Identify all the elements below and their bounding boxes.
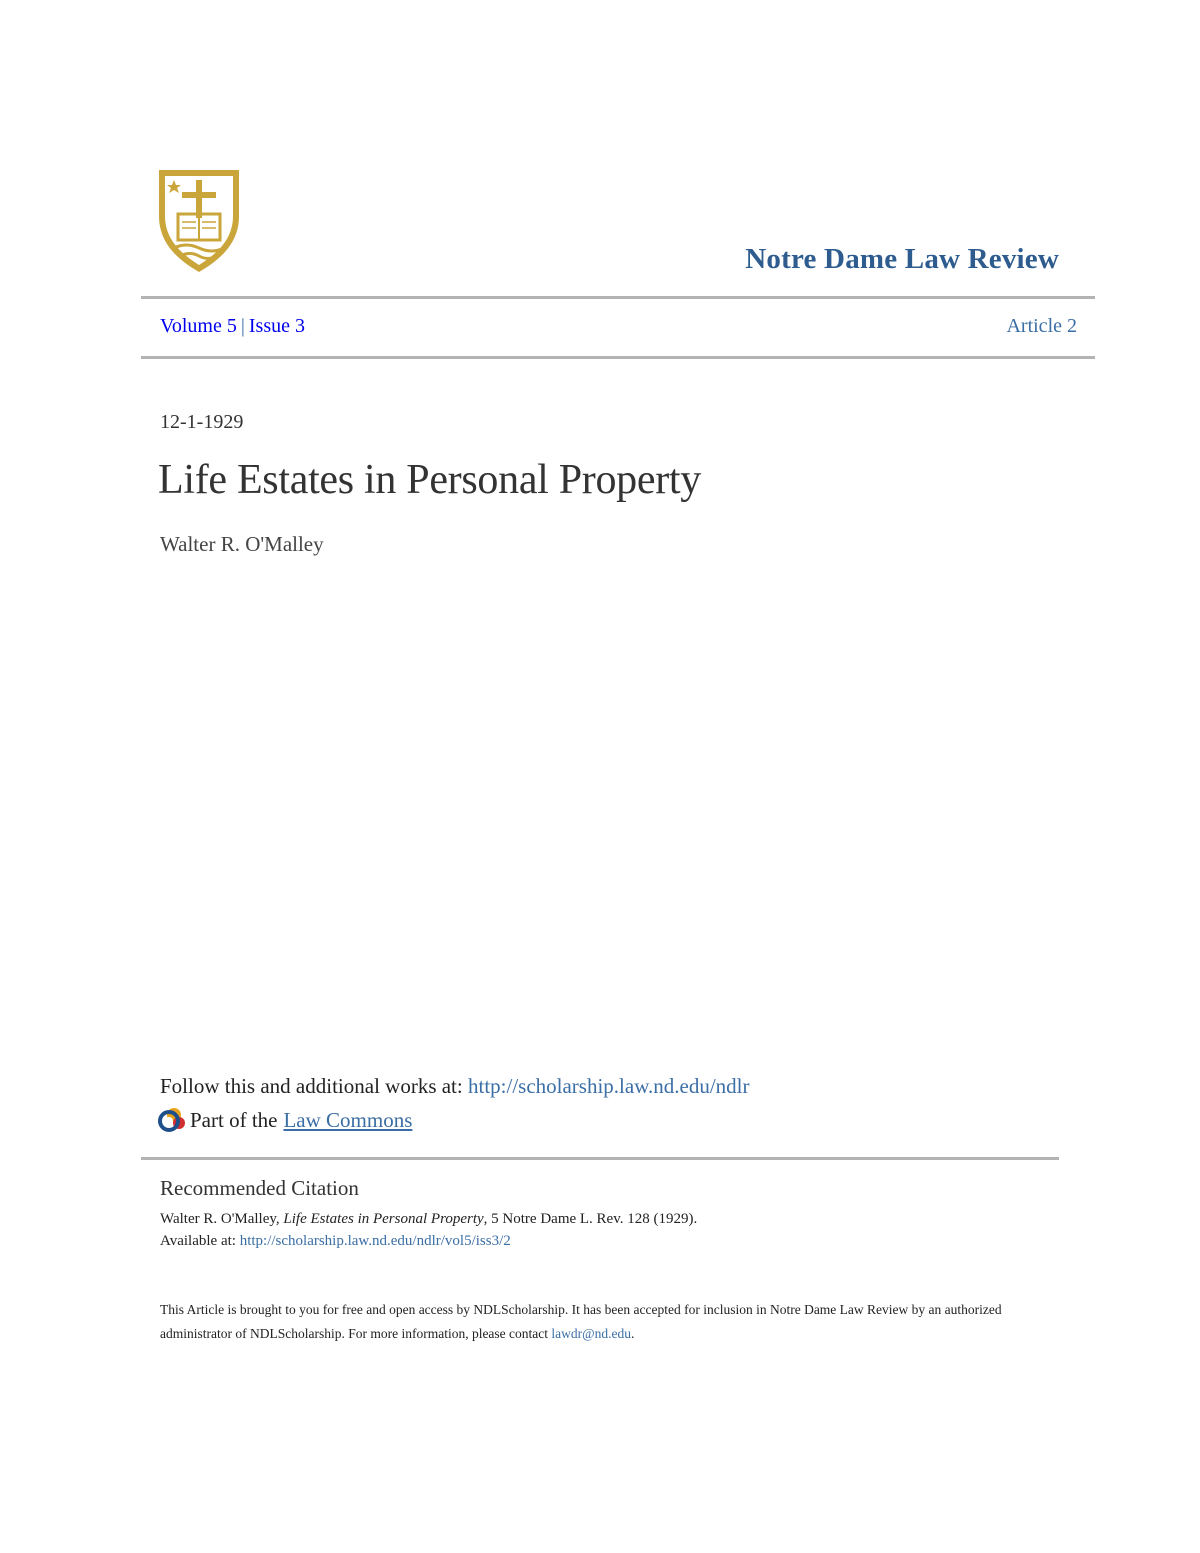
law-commons-link[interactable]: Law Commons (283, 1107, 413, 1132)
notice-end: . (630, 1326, 635, 1341)
journal-title[interactable]: Notre Dame Law Review (745, 243, 1059, 275)
repository-link[interactable]: http://scholarship.law.nd.edu/ndlr (467, 1074, 750, 1098)
notre-dame-crest-icon (156, 168, 242, 274)
recommended-citation-heading: Recommended Citation (160, 1176, 359, 1200)
notice-text: This Article is brought to you for free and open access by NDLScholarship. It has been accepted for inclusion in Notre Dame Law Review by an authorized administrator of NDLScholarship. For more information, please contact (160, 1302, 1002, 1341)
volume-link[interactable]: Volume 5 (160, 315, 237, 337)
citation-title: Life Estates in Personal Property (283, 1211, 484, 1227)
citation-block (160, 1208, 697, 1252)
citation-author: Walter R. O'Malley, (160, 1211, 284, 1227)
citation-line (160, 1208, 697, 1230)
follow-line (160, 1074, 750, 1099)
header-divider (141, 296, 1095, 299)
part-of-label: Part of the (190, 1107, 278, 1132)
citation-divider (141, 1157, 1059, 1160)
access-notice (160, 1298, 1040, 1346)
contact-email-link[interactable]: lawdr@nd.edu (551, 1326, 631, 1341)
part-of-line (158, 1106, 412, 1134)
network-commons-icon (158, 1106, 186, 1134)
article-title: Life Estates in Personal Property (158, 457, 701, 503)
issue-divider (141, 356, 1095, 359)
available-line (160, 1230, 697, 1252)
volume-issue-separator: | (240, 315, 245, 337)
article-url-link[interactable]: http://scholarship.law.nd.edu/ndlr/vol5/iss3/2 (239, 1233, 511, 1249)
volume-issue (160, 315, 305, 338)
follow-label: Follow this and additional works at: (160, 1074, 468, 1098)
citation-source: , 5 Notre Dame L. Rev. 128 (1929). (483, 1211, 698, 1227)
publication-date: 12-1-1929 (160, 411, 244, 433)
article-author: Walter R. O'Malley (160, 532, 324, 556)
issue-link[interactable]: Issue 3 (248, 315, 305, 337)
available-label: Available at: (160, 1233, 240, 1249)
article-link[interactable]: Article 2 (1006, 315, 1077, 337)
